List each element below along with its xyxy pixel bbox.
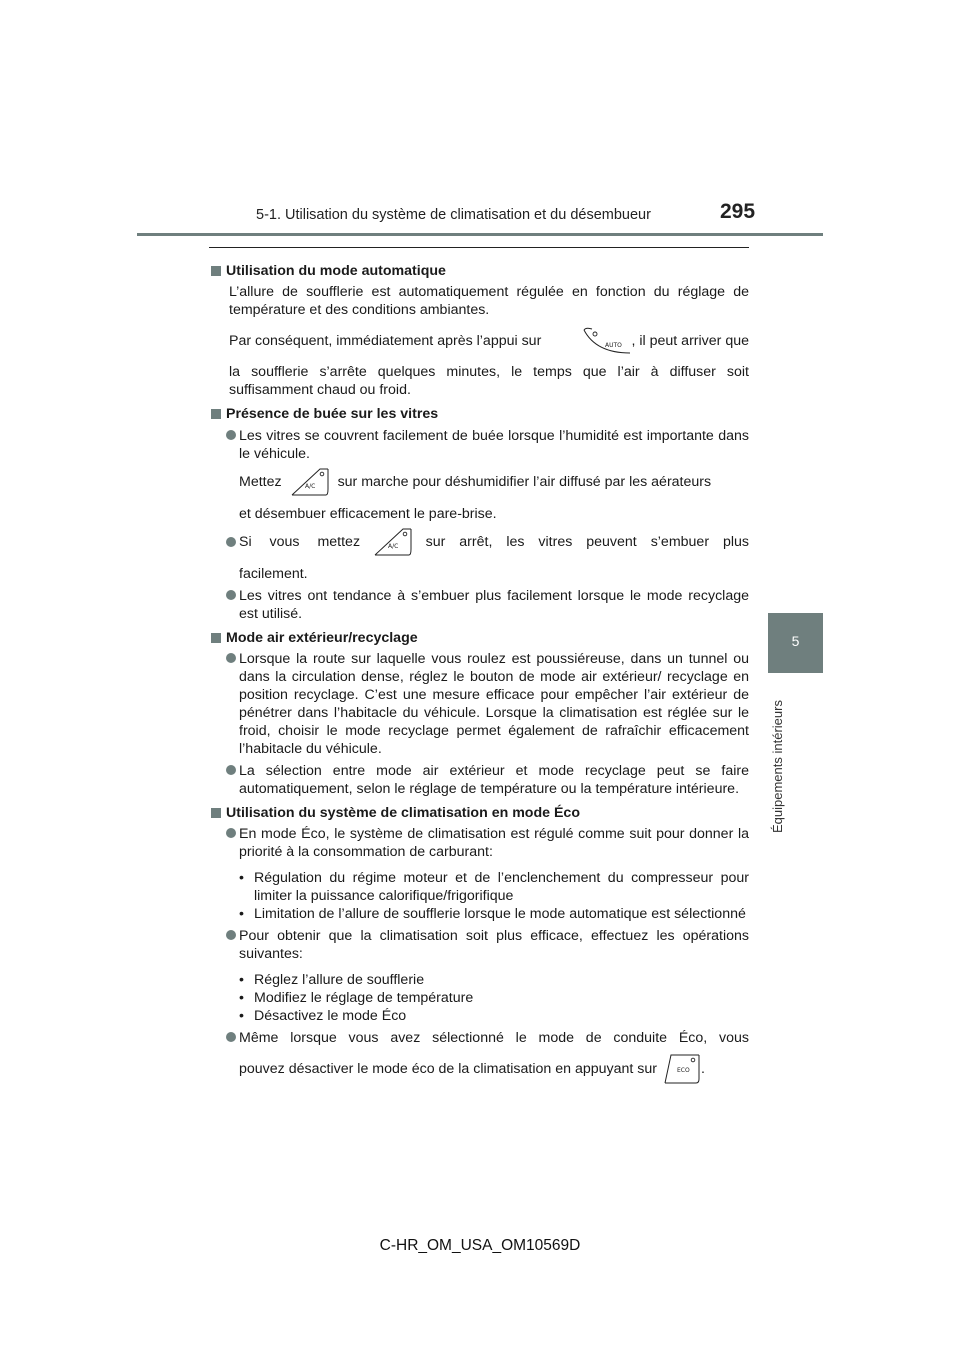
recycle-bullet-2: La sélection entre mode air extérieur et mode recyclage peut se faire automatiquement, selon le réglage de température ou la température intérieure. bbox=[226, 762, 749, 798]
chapter-label bbox=[770, 683, 790, 833]
square-bullet-icon bbox=[211, 266, 221, 276]
fog-bullet-1: Les vitres se couvrent facilement de buée lorsque l’humidité est importante dans le véhicule. bbox=[226, 427, 749, 463]
round-bullet-icon bbox=[226, 765, 236, 775]
chapter-label-text: Équipements intérieurs bbox=[770, 700, 785, 833]
auto-mode-text-before-icon: Par conséquent, immédiatement après l’appui sur bbox=[229, 333, 542, 349]
page-number: 295 bbox=[720, 200, 756, 223]
eco-bullet-1: En mode Éco, le système de climatisation est régulé comme suit pour donner la priorité à la consommation de carburant: bbox=[226, 825, 749, 861]
fog-bullet-3: Les vitres ont tendance à s’embuer plus facilement lorsque le mode recyclage est utilisé. bbox=[226, 587, 749, 623]
section-title: 5-1. Utilisation du système de climatisation et du désembueur bbox=[256, 207, 651, 223]
ac-button-icon bbox=[371, 527, 415, 557]
square-bullet-icon bbox=[211, 633, 221, 643]
eco-bullet-2: Pour obtenir que la climatisation soit plus efficace, effectuez les opérations suivantes: bbox=[226, 927, 749, 963]
auto-mode-paragraph-2 bbox=[229, 327, 749, 355]
eco-bullet-2-sublist bbox=[239, 971, 749, 1025]
list-item: • Régulation du régime moteur et de l’enclenchement du compresseur pour limiter la puissance calorifique/frigorifique bbox=[239, 870, 749, 904]
list-item: • Désactivez le mode Éco bbox=[239, 1008, 407, 1024]
heading-eco: Utilisation du système de climatisation en mode Éco bbox=[211, 804, 749, 822]
auto-mode-paragraph-3: la soufflerie s’arrête quelques minutes, le temps que l’air à diffuser soit suffisamment chaud ou froid. bbox=[229, 364, 749, 398]
chapter-number: 5 bbox=[791, 633, 800, 649]
round-bullet-icon bbox=[226, 930, 236, 940]
heading-auto-mode: Utilisation du mode automatique bbox=[211, 262, 749, 280]
heading-recycle: Mode air extérieur/recyclage bbox=[211, 629, 749, 647]
document-code: C-HR_OM_USA_OM10569D bbox=[379, 1237, 581, 1254]
round-bullet-icon bbox=[226, 430, 236, 440]
eco-icon-label: ECO bbox=[676, 1067, 690, 1074]
auto-icon-label: AUTO bbox=[604, 342, 622, 349]
list-item: • Limitation de l’allure de soufflerie lorsque le mode automatique est sélectionné bbox=[239, 906, 746, 922]
eco-button-icon bbox=[663, 1053, 701, 1085]
eco-bullet-1-sublist bbox=[239, 869, 749, 923]
square-bullet-icon bbox=[211, 808, 221, 818]
round-bullet-icon bbox=[226, 537, 236, 547]
eco-bullet-3: Même lorsque vous avez sélectionné le mode de conduite Éco, vous pouvez désactiver le mode éco de la climatisation en appuyant sur ECO . bbox=[226, 1029, 749, 1085]
ac-icon-label: A/C bbox=[387, 543, 399, 550]
auto-mode-paragraph-1: L’allure de soufflerie est automatiquement régulée en fonction du réglage de température et des conditions ambiantes. bbox=[229, 284, 749, 318]
round-bullet-icon bbox=[226, 653, 236, 663]
auto-mode-text-after-icon: , il peut arriver que bbox=[631, 333, 749, 349]
round-bullet-icon bbox=[226, 828, 236, 838]
content-top-rule bbox=[209, 247, 749, 248]
list-item: • Réglez l’allure de soufflerie bbox=[239, 972, 425, 988]
main-content bbox=[211, 262, 749, 1085]
chapter-tab bbox=[768, 613, 823, 673]
ac-icon-label: A/C bbox=[304, 483, 315, 490]
header-rule bbox=[137, 233, 823, 236]
fog-bullet-1-continued: Mettez A/C sur marche pour déshumidifier l’air diffusé par les aérateurs et désembuer efficacement le pare-brise. bbox=[226, 467, 749, 523]
list-item: • Modifiez le réglage de température bbox=[239, 990, 474, 1006]
fog-bullet-2: Si vous mettez A/C sur arrêt, les vitres peuvent s’embuer plus facilement. bbox=[226, 527, 749, 583]
round-bullet-icon bbox=[226, 590, 236, 600]
auto-button-icon bbox=[582, 327, 632, 355]
round-bullet-icon bbox=[226, 1032, 236, 1042]
recycle-bullet-1: Lorsque la route sur laquelle vous roulez est poussiéreuse, dans un tunnel ou dans la circulation dense, réglez le bouton de mode air extérieur/ recyclage en position recyclage. C’est une mesure efficace pour empêcher l’air extérieur de pénétrer dans l’habitacle du véhicule. Lorsque la climatisation est réglée sur le froid, choisir le mode recyclage permet également de rafraîchir efficacement l’habitacle du véhicule. bbox=[226, 650, 749, 758]
heading-fog: Présence de buée sur les vitres bbox=[211, 405, 749, 423]
ac-button-icon bbox=[290, 467, 330, 497]
square-bullet-icon bbox=[211, 409, 221, 419]
